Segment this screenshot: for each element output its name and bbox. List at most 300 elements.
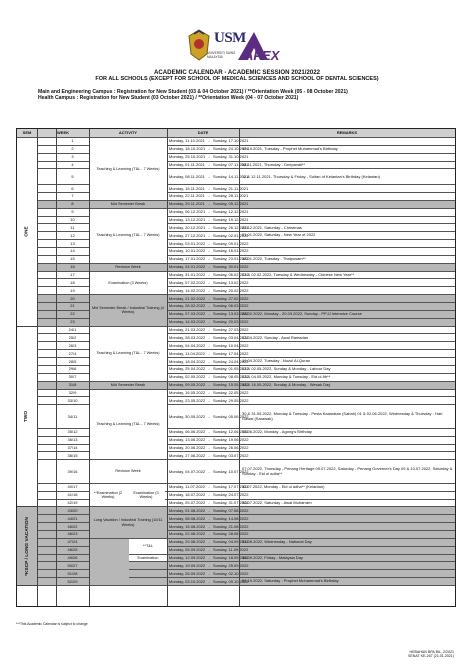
end-date: Sunday, 30.01.2022 (213, 264, 249, 270)
end-date: Sunday, 26.06.2022 (213, 444, 249, 450)
date-separator: - (208, 499, 210, 505)
start-date: Monday, 27.12.2021 (169, 232, 206, 238)
date-separator: - (208, 468, 210, 474)
table-row (17, 358, 455, 366)
table-row (17, 382, 455, 390)
week-number: 28/5 (68, 358, 77, 364)
date-separator: - (208, 492, 210, 498)
end-date: Sunday, 04.09.2022 (213, 539, 249, 545)
date-separator: - (208, 350, 210, 356)
date-separator: - (208, 138, 210, 144)
end-date: Sunday, 05.12.2021 (213, 201, 249, 207)
end-date: Sunday, 10.07.2022 (213, 468, 249, 474)
end-date: Sunday, 07.08.2022 (213, 507, 249, 513)
remark: 18.01.2022, Tuesday - Thaipusam** (242, 256, 306, 262)
remark (239, 515, 453, 522)
remark: 06.06.2022, Monday - Agong's Birthday (242, 428, 312, 434)
end-date: Sunday, 03.04.2022 (213, 334, 249, 340)
start-date: Monday, 31.01.2022 (169, 272, 206, 278)
date-separator: - (208, 327, 210, 333)
remark: 04.11.2021, Thursday - Deepavali** (242, 161, 306, 167)
end-date: Sunday, 19.12.2021 (213, 217, 249, 223)
week-number: 30/7 (68, 374, 77, 380)
date-separator: - (208, 209, 210, 215)
date-separator: - (208, 201, 210, 207)
activity-cell: Revision Week (89, 460, 167, 484)
column-divider (89, 129, 90, 606)
start-date: Monday, 02.05.2022 (169, 374, 206, 380)
remark (239, 327, 453, 334)
table-row (17, 209, 455, 217)
table-row (17, 201, 455, 209)
reference-block (408, 650, 454, 659)
header-remarks: REMARKS (336, 130, 358, 135)
table-row (17, 350, 455, 358)
table-row (17, 224, 455, 232)
table-row (17, 311, 455, 319)
week-number: 11 (70, 224, 75, 230)
end-date: Sunday, 16.01.2022 (213, 248, 249, 254)
remark (239, 452, 453, 459)
apex-logo-icon (234, 30, 294, 64)
date-separator: - (208, 413, 210, 419)
start-date: Monday, 07.03.2022 (169, 311, 206, 317)
remark: 25.12.2021, Saturday - Christmas (242, 224, 302, 230)
logo-bar (0, 26, 474, 68)
end-date: Sunday, 12.12.2021 (213, 209, 249, 215)
week-number: 24/1 (68, 327, 77, 333)
start-date: Monday, 13.12.2021 (169, 217, 206, 223)
column-divider (239, 129, 240, 606)
remark (239, 201, 453, 208)
end-date: Sunday, 24.04.2022 (213, 358, 249, 364)
remark (239, 547, 453, 554)
table-row (17, 484, 455, 492)
table-row (17, 429, 455, 437)
start-date: Monday, 09.05.2022 (169, 382, 206, 388)
remark (239, 523, 453, 530)
table-row (17, 445, 455, 453)
start-date: Monday, 22.08.2022 (169, 531, 206, 537)
remark (239, 342, 453, 349)
end-date: Sunday, 20.02.2022 (213, 287, 249, 293)
table-row (17, 515, 455, 523)
start-date: Monday, 18.04.2022 (169, 358, 206, 364)
week-number: 39/16 (67, 468, 78, 474)
start-date: Monday, 06.06.2022 (169, 429, 206, 435)
activity-cell: Teaching & Learning (T&L - 7 Weeks) (89, 209, 167, 264)
start-date: Monday, 12.09.2022 (169, 555, 206, 560)
remark (239, 209, 453, 216)
table-row (17, 185, 455, 193)
date-separator: - (208, 287, 210, 293)
semester-label: ONE (24, 226, 30, 238)
table-row (17, 193, 455, 201)
date-separator: - (208, 507, 210, 513)
end-date: Sunday, 17.07.2022 (213, 484, 249, 490)
remark (239, 240, 453, 247)
date-separator: - (208, 279, 210, 285)
activity-cell: Examination (3 Weeks) (89, 272, 167, 296)
start-date: Monday, 10.01.2022 (169, 248, 206, 254)
date-separator: - (208, 154, 210, 160)
end-date: Sunday, 14.11.2021 (213, 173, 249, 179)
end-date: Sunday, 19.06.2022 (213, 437, 249, 443)
end-date: Sunday, 29.05.2022 (213, 397, 249, 403)
end-date: Sunday, 22.05.2022 (213, 389, 249, 395)
start-date: Monday, 15.11.2021 (169, 185, 205, 191)
date-separator: - (208, 539, 210, 545)
remark: 01.01.2022, Saturday - New Year of 2022 (242, 232, 316, 238)
end-date: Sunday, 28.08.2022 (213, 531, 249, 537)
activity-cell-split: **Examination (2 Weeks) (89, 484, 127, 508)
start-date: Monday, 28.02.2022 (169, 303, 206, 309)
date-separator: - (208, 342, 210, 348)
week-number: 50/27 (67, 562, 78, 568)
start-date: Monday, 26.09.2022 (169, 570, 206, 576)
remark: 28.02.2022, Monday - 20.03.2022, Sunday - PPJJ Intensive Course (242, 311, 362, 317)
calendar-title: ACADEMIC CALENDAR - ACADEMIC SESSION 2021/2022 (153, 69, 321, 76)
end-date: Sunday, 28.11.2021 (213, 193, 249, 199)
remark: 03.04.2022, Sunday - Awal Ramadan (242, 334, 309, 340)
table-row (17, 287, 455, 295)
end-date: Sunday, 12.06.2022 (213, 429, 249, 435)
remark (239, 350, 453, 357)
date-separator: - (208, 146, 210, 152)
start-date: Monday, 11.04.2022 (169, 350, 205, 356)
start-date: Monday, 14.03.2022 (169, 319, 206, 325)
table-row (17, 539, 455, 547)
start-date: Monday, 03.01.2022 (169, 240, 206, 246)
remark: 30 & 31.05.2022, Monday & Tuesday - Pesta Kaamatan (Sabah) 01 & 02.06.2022, Wednesday & Thursday - Hari Gawai (Sarawak) (242, 410, 443, 421)
end-date: Sunday, 15.05.2022 (213, 382, 249, 388)
table-row (17, 335, 455, 343)
remark (239, 264, 453, 271)
week-number: 37/14 (67, 444, 78, 450)
end-date: Sunday, 08.05.2022 (213, 374, 249, 380)
remark (239, 390, 453, 397)
remark: 19.04.2022, Tuesday - Nuzul Al-Quran (242, 358, 311, 364)
date-separator: - (208, 578, 210, 584)
week-number: 15 (70, 256, 75, 262)
table-row (17, 342, 455, 350)
column-divider (37, 129, 38, 606)
remark (239, 397, 453, 404)
week-number: 43/20 (67, 507, 78, 513)
date-separator: - (208, 162, 210, 167)
footnote: ***This Academic Calendar is subject to change (16, 622, 88, 626)
table-row (17, 232, 455, 240)
week-number: 23 (70, 319, 75, 325)
date-separator: - (208, 389, 210, 395)
activity-cell-sub: **T&L (129, 539, 167, 555)
table-row (17, 279, 455, 287)
end-date: Sunday, 10.04.2022 (213, 342, 249, 348)
end-date: Sunday, 13.02.2022 (213, 279, 249, 285)
activity-cell: Mid Semester Break (89, 382, 167, 390)
table-row (17, 366, 455, 374)
table-row (17, 240, 455, 248)
table-row (17, 570, 455, 578)
start-date: Monday, 29.11.2021 (169, 201, 205, 207)
start-date: Monday, 28.03.2022 (169, 334, 206, 340)
start-date: Monday, 03.10.2022 (169, 578, 206, 584)
date-separator: - (208, 173, 210, 179)
activity-cell: Teaching & Learning (T&L - 7 Weeks) (89, 138, 167, 201)
remark (239, 507, 453, 514)
remark (239, 193, 453, 200)
table-row (17, 303, 455, 311)
date-separator: - (208, 452, 210, 458)
date-separator: - (208, 311, 210, 317)
remark: 08.10.2022, Saturday - Prophet Muhammad's Birthday (242, 578, 339, 584)
start-date: Monday, 21.02.2022 (169, 295, 206, 301)
start-date: Monday, 25.10.2021 (169, 154, 206, 160)
end-date: Sunday, 03.07.2022 (213, 452, 249, 458)
remark (239, 531, 453, 538)
date-separator: - (208, 570, 210, 576)
remark: 30.07.2022, Saturday - Awal Muharram (242, 499, 312, 505)
activity-cell: Long Vacation / Industrial Training (10/11 Weeks) (89, 507, 167, 538)
remark: 07.07.2022, Thursday - Penang Heritage 09.07.2022, Saturday - Penang Governer's Day 09 & 10.07.2022, Saturday & Sunday - Eid ul adha** (242, 465, 453, 476)
table-row (17, 437, 455, 445)
date-separator: - (208, 319, 210, 325)
end-date: Sunday, 05.06.2022 (213, 413, 249, 419)
end-date: Sunday, 09.10.2022 (213, 578, 249, 584)
week-number: 22 (70, 311, 75, 317)
week-number: 5 (71, 173, 74, 179)
end-date: Sunday, 07.11.2021 (213, 162, 249, 167)
end-date: Sunday, 20.03.2022 (213, 319, 249, 325)
date-separator: - (208, 547, 210, 553)
week-number: 14 (70, 248, 75, 254)
table-row (17, 492, 455, 500)
header-sem: SEM (22, 130, 32, 135)
end-date: Sunday, 09.01.2022 (213, 240, 249, 246)
date-separator: - (208, 193, 210, 199)
date-separator: - (208, 272, 210, 278)
table-row (17, 162, 455, 170)
table-row (17, 169, 455, 185)
column-divider (167, 129, 168, 606)
table-row (17, 272, 455, 280)
semester-cell (17, 327, 37, 508)
end-date: Sunday, 31.07.2022 (213, 499, 249, 505)
date-separator: - (208, 531, 210, 537)
start-date: Monday, 21.03.2022 (169, 327, 206, 333)
table-row (17, 397, 455, 405)
date-separator: - (208, 224, 210, 230)
date-separator: - (208, 437, 210, 443)
end-date: Sunday, 02.01.2022 (213, 232, 249, 238)
week-number: 10 (70, 217, 75, 223)
table-row (17, 555, 455, 563)
remark (239, 562, 453, 569)
remark: 31.08.2022, Wednesday - National Day (242, 538, 312, 544)
week-number: 26/3 (68, 342, 77, 348)
apex-logo-text: APEX (244, 48, 280, 63)
start-date: Monday, 14.02.2022 (169, 287, 206, 293)
end-date: Sunday, 17.10.2021 (213, 138, 249, 144)
usm-logo-subtext: UNIVERSITI SAINS MALAYSIA (207, 51, 236, 59)
week-number: 44/21 (67, 515, 78, 521)
table-row (17, 295, 455, 303)
activity-cell: Teaching & Learning (T&L - 7 Weeks) (89, 390, 167, 461)
date-separator: - (208, 515, 210, 521)
table-row (17, 146, 455, 154)
start-date: Monday, 01.11.2021 (169, 162, 205, 167)
start-date: Monday, 07.02.2022 (169, 279, 206, 285)
semester-cell (17, 138, 37, 327)
semester-cell (17, 507, 37, 586)
week-number: 48/25 (67, 547, 78, 553)
week-number: 34/11 (67, 413, 78, 419)
week-number: 49/26 (67, 555, 78, 560)
academic-calendar-table (16, 128, 456, 607)
remark: 01 & 02.02.2022, Tuesday & Wednesday - Chinese New Year** (242, 271, 355, 277)
week-number: 47/24 (67, 539, 78, 545)
start-date: Monday, 11.07.2022 (169, 484, 205, 490)
end-date: Sunday, 23.01.2022 (213, 256, 249, 262)
end-date: Sunday, 26.12.2021 (213, 224, 249, 230)
start-date: Monday, 11.10.2021 (169, 138, 205, 144)
date-separator: - (208, 240, 210, 246)
date-separator: - (208, 232, 210, 238)
date-separator: - (208, 334, 210, 340)
header-activity: ACTIVITY (118, 130, 138, 135)
remark: 01 & 02.05.2022, Sunday & Monday - Labour Day (242, 366, 331, 372)
date-separator: - (208, 303, 210, 309)
remark: 11.07.2022, Monday - Eid ul adha** (Kelantan) (242, 483, 325, 489)
table-row (17, 460, 455, 484)
date-separator: - (208, 429, 210, 435)
date-separator: - (208, 217, 210, 223)
table-row (17, 248, 455, 256)
start-date: Monday, 17.01.2022 (169, 256, 206, 262)
week-number: 40/17 (67, 484, 78, 490)
activity-cell: Revision Week (89, 264, 167, 272)
week-number: 31/8 (68, 382, 77, 388)
end-date: Sunday, 25.09.2022 (213, 562, 249, 568)
start-date: Monday, 23.05.2022 (169, 397, 206, 403)
start-date: Monday, 08.08.2022 (169, 515, 206, 521)
week-number: 18 (70, 279, 75, 285)
table-row (17, 405, 455, 429)
table-row (17, 500, 455, 508)
end-date: Sunday, 06.02.2022 (213, 272, 249, 278)
start-date: Monday, 06.12.2021 (169, 209, 206, 215)
week-number: 17 (70, 272, 75, 278)
table-row (17, 547, 455, 555)
activity-cell: Examination (3 Weeks) (127, 484, 165, 508)
table-row (17, 578, 455, 586)
date-separator: - (208, 358, 210, 364)
week-number: 6 (71, 185, 74, 191)
campus-registration-notes (38, 89, 458, 102)
week-number: 4 (71, 162, 74, 167)
date-separator: - (208, 374, 210, 380)
end-date: Sunday, 24.10.2021 (213, 146, 249, 152)
week-number: 32/9 (68, 389, 77, 395)
start-date: Monday, 27.06.2022 (169, 452, 206, 458)
end-date: Sunday, 24.07.2022 (213, 492, 249, 498)
start-date: Monday, 08.11.2021 (169, 173, 205, 179)
start-date: Monday, 18.07.2022 (169, 492, 206, 498)
week-number: 52/29 (67, 578, 78, 584)
week-number: 41/18 (67, 492, 78, 498)
usm-logo-text: USM (214, 30, 246, 46)
header-date: DATE (197, 130, 209, 135)
table-row (17, 319, 455, 327)
end-date: Sunday, 18.09.2022 (213, 555, 249, 560)
table-row (17, 452, 455, 460)
remark (239, 319, 453, 326)
start-date: Monday, 25.07.2022 (169, 499, 206, 505)
week-number: 25/2 (68, 334, 77, 340)
week-number: 12 (70, 232, 75, 238)
remark (239, 279, 453, 286)
week-number: 36/13 (67, 437, 78, 443)
activity-cell: Mid Semester Break / Industrial Training (4 Weeks) (89, 295, 167, 326)
table-row (17, 154, 455, 162)
table-row (17, 256, 455, 264)
table-row (17, 562, 455, 570)
activity-cell-sub: Examination (129, 555, 167, 563)
health-campus-note: Health Campus : Registration for New Student (03 October 2021) / **Orientation Week (04 - 07 October 2021) (38, 95, 299, 102)
week-number: 16 (70, 264, 75, 270)
remark (239, 217, 453, 224)
table-row (17, 264, 455, 272)
activity-cell: Mid Semester Break (89, 201, 167, 209)
remark: 15 & 16.05.2022, Sunday & Monday - Wesak Day (242, 381, 331, 387)
remark: 11 & 12.11.2021, Thursday & Friday - Sultan of Kelantan's Birthday (Kelantan) (242, 173, 380, 179)
end-date: Sunday, 13.03.2022 (213, 311, 249, 317)
start-date: Monday, 19.09.2022 (169, 562, 206, 568)
remark (239, 138, 453, 145)
week-number: 35/12 (67, 429, 78, 435)
start-date: Monday, 18.10.2021 (169, 146, 206, 152)
start-date: Monday, 29.08.2022 (169, 539, 206, 545)
calendar-subtitle: FOR ALL SCHOOLS (EXCEPT FOR SCHOOL OF MEDICAL SCIENCES AND SCHOOL OF DENTAL SCIENCES) (95, 76, 379, 82)
semester-label: *KSCP / LONG VACATION (24, 516, 30, 576)
table-row (17, 531, 455, 539)
end-date: Sunday, 14.08.2022 (213, 515, 249, 521)
date-separator: - (208, 295, 210, 301)
table-row (17, 390, 455, 398)
table-row (17, 138, 455, 146)
week-number: 45/22 (67, 523, 78, 529)
week-number: 9 (71, 209, 74, 215)
start-date: Monday, 30.05.2022 (169, 413, 206, 419)
remark: 19.10.2021, Tuesday - Prophet Muhammad's Birthday (242, 145, 338, 151)
end-date: Sunday, 02.10.2022 (213, 570, 249, 576)
week-number: 33/10 (67, 397, 78, 403)
remark (239, 445, 453, 452)
remark: 16.09.2022, Friday - Malaysia Day (242, 554, 303, 560)
start-date: Monday, 01.08.2022 (169, 507, 206, 513)
column-divider (56, 129, 57, 606)
start-date: Monday, 13.06.2022 (169, 437, 206, 443)
semester-label: TWO (24, 410, 30, 423)
week-number: 21 (70, 303, 75, 309)
end-date: Sunday, 17.04.2022 (213, 350, 249, 356)
start-date: Monday, 24.01.2022 (169, 264, 206, 270)
table-row (17, 523, 455, 531)
end-date: Sunday, 06.03.2022 (213, 303, 249, 309)
end-date: Sunday, 11.09.2022 (213, 547, 249, 553)
end-date: Sunday, 27.02.2022 (213, 295, 249, 301)
date-separator: - (208, 484, 210, 490)
